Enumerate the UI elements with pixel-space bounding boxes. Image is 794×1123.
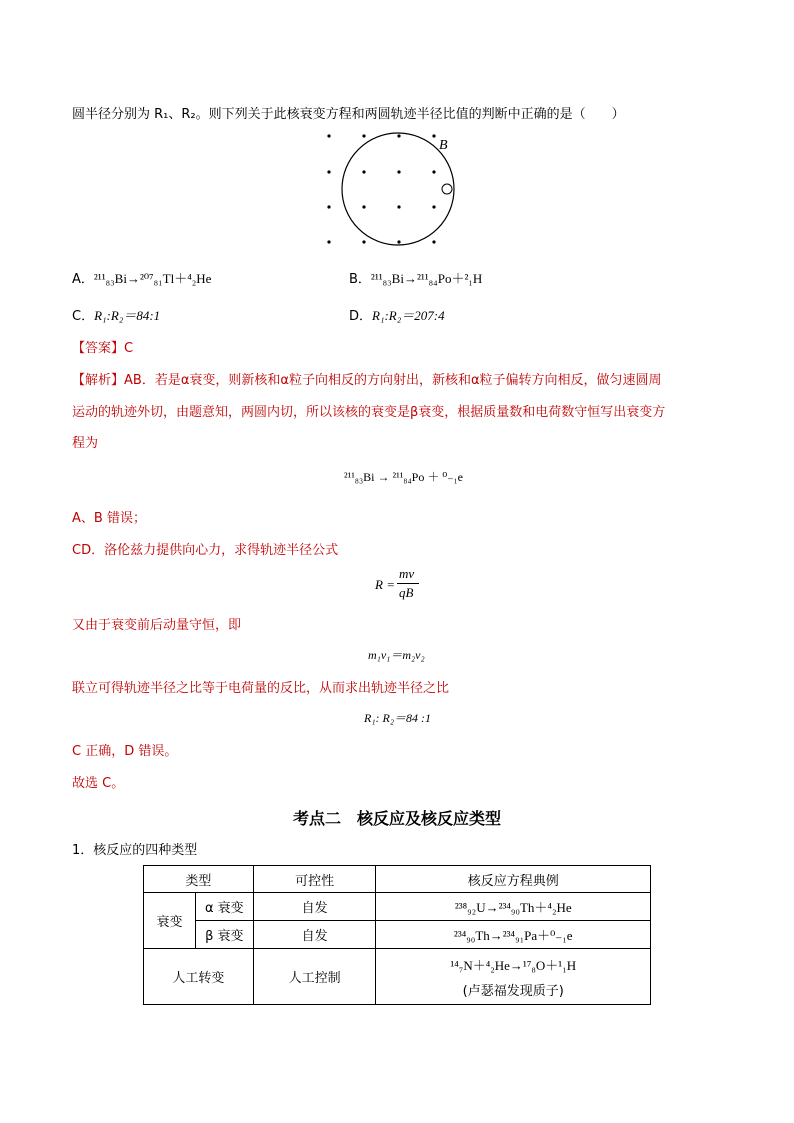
field-label-b: B bbox=[439, 138, 448, 153]
radius-formula-numerator: mv bbox=[399, 566, 415, 581]
analysis-paragraph-7: 故选 C。 bbox=[72, 776, 125, 791]
option-a-equation: ²¹¹₈₃Bi→²⁰⁷₈₁Tl＋⁴₂He bbox=[93, 271, 212, 286]
table-cell-control: 人工控制 bbox=[253, 949, 376, 1005]
table-cell-control: 自发 bbox=[253, 921, 376, 949]
table-cell-example-multi bbox=[376, 949, 651, 1005]
analysis-paragraph-1-line-3: 程为 bbox=[72, 436, 99, 451]
section-item-1: 1．核反应的四种类型 bbox=[72, 843, 198, 858]
analysis-paragraph-1-line-2: 运动的轨迹外切，由题意知，两圆内切，所以该核的衰变是β衰变，根据质量数和电荷数守恒写出衰变方 bbox=[72, 405, 666, 420]
analysis-paragraph-1: 【解析】AB．若是α衰变，则新核和α粒子向相反的方向射出，新核和α粒子偏转方向相反，做匀速圆周 bbox=[72, 373, 662, 388]
option-d: D．R₁:R₂＝207:4 bbox=[349, 308, 445, 324]
option-c: C．R₁:R₂＝84:1 bbox=[72, 308, 161, 324]
option-c-text: R₁:R₂＝84:1 bbox=[94, 308, 161, 323]
option-b-equation: ²¹¹₈₃Bi→²¹¹₈₄Po＋²₁H bbox=[370, 271, 483, 286]
table-header-type: 类型 bbox=[144, 866, 254, 893]
table-cell-example: ²³⁴₉₀Th→²³⁴₉₁Pa＋⁰₋₁e bbox=[376, 921, 651, 949]
reaction-types-table bbox=[143, 865, 651, 1005]
table-cell-group: 人工转变 bbox=[144, 949, 254, 1005]
analysis-paragraph-6: C 正确，D 错误。 bbox=[72, 744, 178, 759]
analysis-paragraph-4: 又由于衰变前后动量守恒，即 bbox=[72, 618, 242, 633]
option-b: B．²¹¹₈₃Bi→²¹¹₈₄Po＋²₁H bbox=[349, 271, 483, 287]
analysis-paragraph-5: 联立可得轨迹半径之比等于电荷量的反比，从而求出轨迹半径之比 bbox=[72, 681, 450, 696]
option-d-text: R₁:R₂＝207:4 bbox=[372, 308, 445, 323]
question-stem: 圆半径分别为 R₁、R₂。则下列关于此核衰变方程和两圆轨迹半径比值的判断中正确的是（ ） bbox=[72, 107, 625, 122]
table-header-row bbox=[144, 866, 651, 893]
field-dots bbox=[327, 134, 435, 243]
table-cell-subtype: β 衰变 bbox=[195, 921, 253, 949]
option-a: A．²¹¹₈₃Bi→²⁰⁷₈₁Tl＋⁴₂He bbox=[72, 271, 212, 287]
table-cell-note: (卢瑟福发现质子) bbox=[462, 983, 564, 999]
table-row bbox=[144, 921, 651, 949]
large-track-circle bbox=[342, 133, 454, 245]
table-cell-control: 自发 bbox=[253, 893, 376, 921]
momentum-equation: m₁v₁＝m₂v₂ bbox=[368, 648, 425, 662]
magnetic-field-figure bbox=[315, 128, 465, 253]
answer-line: 【答案】C bbox=[72, 341, 134, 356]
small-track-circle bbox=[442, 184, 452, 194]
table-cell-example: ¹⁴₇N＋⁴₂He→¹⁷₈O＋¹₁H bbox=[450, 957, 577, 973]
table-cell-group: 衰变 bbox=[144, 893, 196, 949]
radius-ratio-equation: R₁: R₂＝84 :1 bbox=[364, 711, 431, 725]
analysis-paragraph-2: A、B 错误； bbox=[72, 511, 146, 526]
table-cell-example: ²³⁸₉₂U→²³⁴₉₀Th＋⁴₂He bbox=[376, 893, 651, 921]
fraction-bar bbox=[397, 583, 419, 584]
analysis-label: 【解析】 bbox=[72, 373, 125, 388]
radius-formula-denominator: qB bbox=[399, 585, 414, 600]
table-header-control: 可控性 bbox=[253, 866, 376, 893]
table-header-example: 核反应方程典例 bbox=[376, 866, 651, 893]
analysis-paragraph-3: CD．洛伦兹力提供向心力，求得轨迹半径公式 bbox=[72, 543, 339, 558]
section-title: 考点二 核反应及核反应类型 bbox=[292, 809, 501, 828]
decay-equation: ²¹¹₈₃Bi → ²¹¹₈₄Po ＋ ⁰₋₁e bbox=[344, 470, 463, 484]
table-row bbox=[144, 949, 651, 1005]
table-cell-subtype: α 衰变 bbox=[195, 893, 253, 921]
radius-formula-lhs: R = bbox=[375, 577, 395, 592]
table-row bbox=[144, 893, 651, 921]
